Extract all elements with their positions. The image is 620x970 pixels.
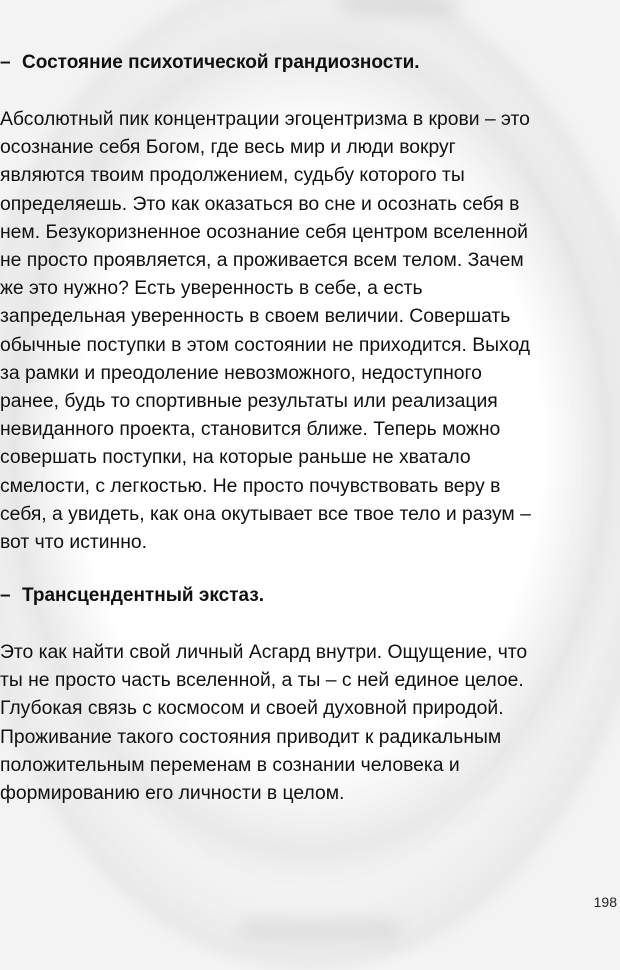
- text-line: не просто проявляется, а проживается всем телом. Зачем: [0, 249, 524, 272]
- paragraph-ecstasy: [0, 638, 620, 807]
- section-heading-grandiosity: [0, 51, 420, 75]
- text-line: смелости, с легкостью. Не просто почувствовать веру в: [0, 474, 501, 497]
- text-line: ты не просто часть вселенной, а ты – с ней единое целое.: [0, 669, 524, 692]
- text-line: Глубокая связь с космосом и своей духовной природой.: [0, 697, 504, 720]
- text-line: формированию его личности в целом.: [0, 782, 345, 805]
- text-line: невиданного проекта, становится ближе. Теперь можно: [0, 418, 501, 441]
- text-line: за рамки и преодоление невозможного, недоступного: [0, 361, 482, 384]
- text-line: запредельная уверенность в своем величии. Совершать: [0, 305, 511, 328]
- text-line: являются твоим продолжением, судьбу которого ты: [0, 164, 465, 187]
- text-line: ранее, будь то спортивные результаты или реализация: [0, 390, 498, 413]
- text-line: положительным переменам в сознании человека и: [0, 753, 460, 776]
- text-line: совершать поступки, на которые раньше не хватало: [0, 446, 471, 469]
- section-heading-ecstasy: [0, 584, 264, 608]
- heading-text: Состояние психотической грандиозности.: [22, 52, 420, 73]
- text-line: определяешь. Это как оказаться во сне и осознать себя в: [0, 192, 520, 215]
- text-line: Абсолютный пик концентрации эгоцентризма в крови – это: [0, 108, 530, 130]
- text-line: Это как найти свой личный Асгард внутри. Ощущение, что: [0, 641, 528, 663]
- page-number: 198: [593, 894, 617, 910]
- text-line: себя, а увидеть, как она окутывает все твое тело и разум –: [0, 502, 531, 525]
- paragraph-grandiosity: [0, 105, 620, 556]
- heading-dash: –: [0, 52, 11, 73]
- text-line: обычные поступки в этом состоянии не приходится. Выход: [0, 333, 531, 356]
- text-line: вот что истинно.: [0, 531, 147, 554]
- text-line: Проживание такого состояния приводит к радикальным: [0, 725, 502, 748]
- text-line: осознание себя Богом, где весь мир и люди вокруг: [0, 136, 456, 159]
- background-streak-top: [340, 0, 460, 16]
- text-line: же это нужно? Есть уверенность в себе, а есть: [0, 277, 423, 300]
- heading-dash: –: [0, 585, 11, 606]
- text-line: нем. Безукоризненное осознание себя центром вселенной: [0, 220, 528, 243]
- heading-text: Трансцендентный экстаз.: [22, 585, 265, 606]
- background-streak-bottom: [240, 920, 400, 940]
